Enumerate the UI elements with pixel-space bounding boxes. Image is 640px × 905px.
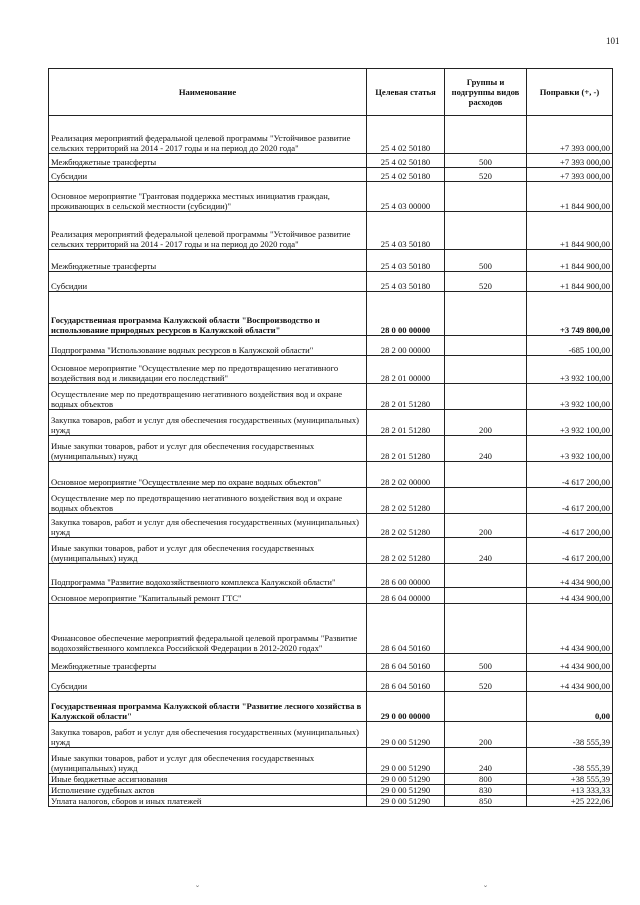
row-name-cell: Исполнение судебных актов [49, 785, 367, 796]
table-row [49, 588, 613, 604]
row-expense-group-cell [445, 336, 527, 356]
row-expense-group-cell [445, 564, 527, 588]
row-expense-group-cell [445, 182, 527, 212]
table-row [49, 774, 613, 785]
row-expense-group-cell: 240 [445, 748, 527, 774]
row-name-cell: Реализация мероприятий федеральной целевой программы "Устойчивое развитие сельских территорий на 2014 - 2017 годы и на период до 2020 года" [49, 212, 367, 250]
row-amendment-cell: +4 434 900,00 [527, 604, 613, 654]
row-name-cell: Закупка товаров, работ и услуг для обеспечения государственных (муниципальных) нужд [49, 514, 367, 538]
row-name-cell: Иные закупки товаров, работ и услуг для обеспечения государственных (муниципальных) нужд [49, 748, 367, 774]
row-target-article-cell: 29 0 00 51290 [367, 774, 445, 785]
row-target-article-cell: 25 4 03 50180 [367, 272, 445, 292]
row-name-cell: Иные бюджетные ассигнования [49, 774, 367, 785]
row-target-article-cell: 28 6 04 50160 [367, 672, 445, 692]
table-row [49, 384, 613, 410]
row-target-article-cell: 28 2 02 51280 [367, 538, 445, 564]
row-amendment-cell: -38 555,39 [527, 722, 613, 748]
table-row [49, 154, 613, 168]
row-target-article-cell: 28 2 02 51280 [367, 514, 445, 538]
row-target-article-cell: 25 4 02 50180 [367, 168, 445, 182]
row-target-article-cell: 25 4 03 50180 [367, 212, 445, 250]
row-expense-group-cell [445, 384, 527, 410]
row-expense-group-cell: 850 [445, 796, 527, 807]
row-target-article-cell: 28 2 02 51280 [367, 488, 445, 514]
row-name-cell: Подпрограмма "Развитие водохозяйственного комплекса Калужской области" [49, 564, 367, 588]
row-expense-group-cell: 200 [445, 410, 527, 436]
row-target-article-cell: 29 0 00 51290 [367, 748, 445, 774]
row-target-article-cell: 25 4 02 50180 [367, 154, 445, 168]
row-name-cell: Межбюджетные трансферты [49, 154, 367, 168]
row-target-article-cell: 25 4 03 50180 [367, 250, 445, 272]
row-expense-group-cell [445, 604, 527, 654]
row-name-cell: Иные закупки товаров, работ и услуг для обеспечения государственных (муниципальных) нужд [49, 538, 367, 564]
table-row [49, 212, 613, 250]
row-name-cell: Субсидии [49, 272, 367, 292]
row-target-article-cell: 29 0 00 51290 [367, 785, 445, 796]
row-target-article-cell: 28 2 01 51280 [367, 436, 445, 462]
row-amendment-cell: -685 100,00 [527, 336, 613, 356]
row-expense-group-cell: 500 [445, 250, 527, 272]
row-target-article-cell: 28 2 01 51280 [367, 384, 445, 410]
row-target-article-cell: 28 0 00 00000 [367, 292, 445, 336]
row-amendment-cell: +4 434 900,00 [527, 564, 613, 588]
table-row [49, 436, 613, 462]
row-name-cell: Реализация мероприятий федеральной целевой программы "Устойчивое развитие сельских территорий на 2014 - 2017 годы и на период до 2020 года" [49, 116, 367, 154]
table-row [49, 514, 613, 538]
row-name-cell: Государственная программа Калужской области "Воспроизводство и использование природных ресурсов в Калужской области" [49, 292, 367, 336]
row-name-cell: Уплата налогов, сборов и иных платежей [49, 796, 367, 807]
row-amendment-cell: -4 617 200,00 [527, 514, 613, 538]
table-row [49, 116, 613, 154]
table-row [49, 748, 613, 774]
row-target-article-cell: 28 2 01 51280 [367, 410, 445, 436]
row-amendment-cell: +1 844 900,00 [527, 212, 613, 250]
row-name-cell: Межбюджетные трансферты [49, 654, 367, 672]
scan-mark: ˘ [196, 884, 199, 894]
row-name-cell: Межбюджетные трансферты [49, 250, 367, 272]
row-amendment-cell: -4 617 200,00 [527, 462, 613, 488]
row-expense-group-cell [445, 356, 527, 384]
row-target-article-cell: 28 6 00 00000 [367, 564, 445, 588]
row-name-cell: Основное мероприятие "Осуществление мер по охране водных объектов" [49, 462, 367, 488]
table-header-row [49, 69, 613, 116]
row-name-cell: Основное мероприятие "Осуществление мер по предотвращению негативного воздействия вод и ликвидации его последствий" [49, 356, 367, 384]
row-expense-group-cell: 520 [445, 672, 527, 692]
table-row [49, 488, 613, 514]
table-row [49, 654, 613, 672]
row-amendment-cell: +3 749 800,00 [527, 292, 613, 336]
row-target-article-cell: 29 0 00 51290 [367, 722, 445, 748]
row-name-cell: Основное мероприятие "Капитальный ремонт ГТС" [49, 588, 367, 604]
table-row [49, 272, 613, 292]
row-amendment-cell: +7 393 000,00 [527, 154, 613, 168]
row-amendment-cell: 0,00 [527, 692, 613, 722]
row-target-article-cell: 28 6 04 50160 [367, 654, 445, 672]
row-expense-group-cell: 520 [445, 272, 527, 292]
table-row [49, 604, 613, 654]
row-name-cell: Государственная программа Калужской области "Развитие лесного хозяйства в Калужской области" [49, 692, 367, 722]
table-row [49, 168, 613, 182]
row-name-cell: Субсидии [49, 672, 367, 692]
row-name-cell: Закупка товаров, работ и услуг для обеспечения государственных (муниципальных) нужд [49, 722, 367, 748]
row-expense-group-cell: 500 [445, 654, 527, 672]
row-target-article-cell: 25 4 02 50180 [367, 116, 445, 154]
row-amendment-cell: +3 932 100,00 [527, 436, 613, 462]
row-amendment-cell: +7 393 000,00 [527, 168, 613, 182]
row-expense-group-cell: 200 [445, 722, 527, 748]
row-expense-group-cell [445, 292, 527, 336]
row-expense-group-cell: 800 [445, 774, 527, 785]
row-amendment-cell: -4 617 200,00 [527, 488, 613, 514]
row-expense-group-cell [445, 116, 527, 154]
row-amendment-cell: +3 932 100,00 [527, 384, 613, 410]
page-number: 101 [606, 36, 620, 46]
table-row [49, 722, 613, 748]
row-expense-group-cell: 240 [445, 538, 527, 564]
table-row [49, 538, 613, 564]
row-expense-group-cell: 830 [445, 785, 527, 796]
row-target-article-cell: 28 6 04 50160 [367, 604, 445, 654]
table-row [49, 250, 613, 272]
row-amendment-cell: +4 434 900,00 [527, 672, 613, 692]
row-name-cell: Иные закупки товаров, работ и услуг для обеспечения государственных (муниципальных) нужд [49, 436, 367, 462]
row-amendment-cell: -38 555,39 [527, 748, 613, 774]
row-expense-group-cell [445, 212, 527, 250]
table-row [49, 785, 613, 796]
row-name-cell: Финансовое обеспечение мероприятий федеральной целевой программы "Развитие водохозяйственного комплекса Российской Федерации в 2012-2020 годах" [49, 604, 367, 654]
table-row [49, 796, 613, 807]
row-expense-group-cell [445, 488, 527, 514]
header-expense-groups: Группы и подгруппы видов расходов [445, 69, 527, 116]
row-name-cell: Закупка товаров, работ и услуг для обеспечения государственных (муниципальных) нужд [49, 410, 367, 436]
row-amendment-cell: +3 932 100,00 [527, 356, 613, 384]
row-amendment-cell: +13 333,33 [527, 785, 613, 796]
table-row [49, 182, 613, 212]
row-expense-group-cell: 200 [445, 514, 527, 538]
row-amendment-cell: +3 932 100,00 [527, 410, 613, 436]
row-expense-group-cell [445, 692, 527, 722]
row-target-article-cell: 25 4 03 00000 [367, 182, 445, 212]
row-expense-group-cell [445, 462, 527, 488]
row-amendment-cell: +4 434 900,00 [527, 654, 613, 672]
row-name-cell: Осуществление мер по предотвращению негативного воздействия вод и охране водных объектов [49, 488, 367, 514]
table-row [49, 336, 613, 356]
table-row [49, 564, 613, 588]
table-row [49, 292, 613, 336]
row-expense-group-cell: 500 [445, 154, 527, 168]
row-target-article-cell: 29 0 00 51290 [367, 796, 445, 807]
table-row [49, 672, 613, 692]
scan-mark: ˘ [484, 884, 487, 894]
row-amendment-cell: +1 844 900,00 [527, 272, 613, 292]
row-amendment-cell: +7 393 000,00 [527, 116, 613, 154]
row-amendment-cell: +38 555,39 [527, 774, 613, 785]
header-name: Наименование [49, 69, 367, 116]
row-target-article-cell: 28 2 00 00000 [367, 336, 445, 356]
row-amendment-cell: +25 222,06 [527, 796, 613, 807]
row-name-cell: Субсидии [49, 168, 367, 182]
row-name-cell: Основное мероприятие "Грантовая поддержка местных инициатив граждан, проживающих в сельской местности (субсидии)" [49, 182, 367, 212]
table-row [49, 356, 613, 384]
row-amendment-cell: -4 617 200,00 [527, 538, 613, 564]
row-name-cell: Подпрограмма "Использование водных ресурсов в Калужской области" [49, 336, 367, 356]
row-target-article-cell: 28 2 02 00000 [367, 462, 445, 488]
header-amendments: Поправки (+, -) [527, 69, 613, 116]
row-amendment-cell: +1 844 900,00 [527, 182, 613, 212]
table-row [49, 692, 613, 722]
row-amendment-cell: +4 434 900,00 [527, 588, 613, 604]
row-target-article-cell: 29 0 00 00000 [367, 692, 445, 722]
row-expense-group-cell: 520 [445, 168, 527, 182]
table-row [49, 462, 613, 488]
row-amendment-cell: +1 844 900,00 [527, 250, 613, 272]
row-target-article-cell: 28 2 01 00000 [367, 356, 445, 384]
row-expense-group-cell [445, 588, 527, 604]
row-name-cell: Осуществление мер по предотвращению негативного воздействия вод и охране водных объектов [49, 384, 367, 410]
budget-amendments-table [48, 68, 613, 807]
row-target-article-cell: 28 6 04 00000 [367, 588, 445, 604]
table-body [49, 116, 613, 807]
table-row [49, 410, 613, 436]
header-target-article: Целевая статья [367, 69, 445, 116]
row-expense-group-cell: 240 [445, 436, 527, 462]
